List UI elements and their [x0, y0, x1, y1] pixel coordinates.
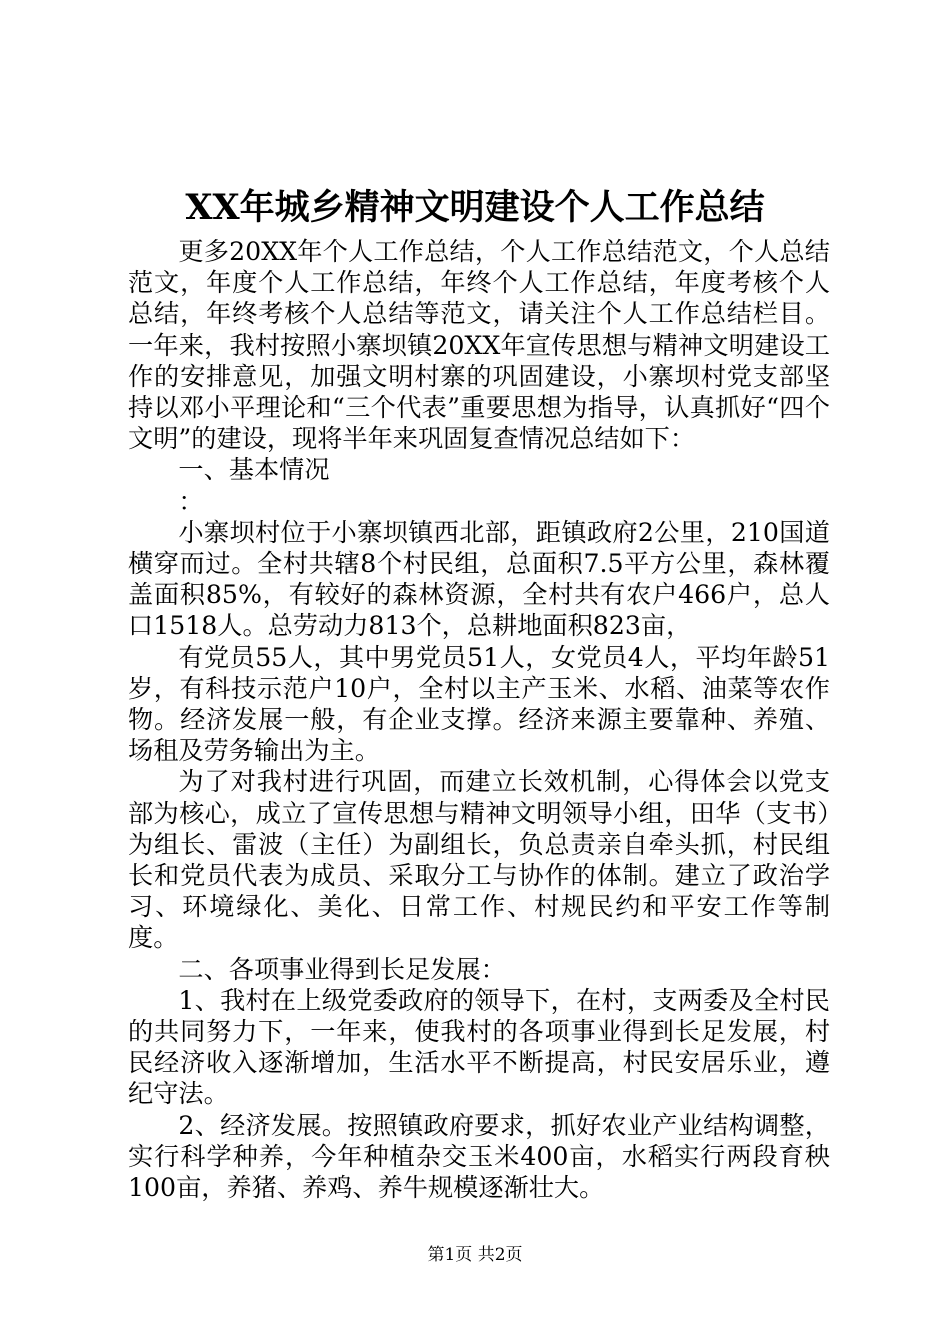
section-heading-development: 二、各项事业得到长足发展：: [178, 954, 506, 984]
document-title: XX年城乡精神文明建设个人工作总结: [185, 187, 765, 228]
paragraph-intro: 更多20XX年个人工作总结，个人工作总结范文，个人总结范文，年度个人工作总结，年终个人工作总结，年度考核个人总结，年终考核个人总结等范文，请关注个人工作总结栏目。一年来，我村按照小寨坝镇20XX年宣传思想与精神文明建设工作的安排意见，加强文明村寨的巩固建设，小寨坝村党支部坚持以邓小平理论和“三个代表”重要思想为指导，认真抓好“四个文明”的建设，现将半年来巩固复查情况总结如下：: [128, 237, 830, 454]
paragraph-party-members: 有党员55人，其中男党员51人，女党员4人，平均年龄51岁，有科技示范户10户，全村以主产玉米、水稻、油菜等农作物。经济发展一般，有企业支撑。经济来源主要靠种、养殖、场租及劳务输出为主。: [128, 642, 830, 766]
paragraph-colon: ：: [178, 486, 204, 516]
paragraph-village-overview: 小寨坝村位于小寨坝镇西北部，距镇政府2公里，210国道横穿而过。全村共辖8个村民组，总面积7.5平方公里，森林覆盖面积85%，有较好的森林资源，全村共有农户466户，总人口1518人。总劳动力813个，总耕地面积823亩，: [128, 517, 830, 641]
paragraph-item-2: 2、经济发展。按照镇政府要求，抓好农业产业结构调整，实行科学种养，今年种植杂交玉米400亩，水稻实行两段育秧100亩，养猪、养鸡、养牛规模逐渐壮大。: [128, 1110, 830, 1203]
section-heading-basic-info: 一、基本情况: [178, 455, 330, 485]
paragraph-mechanism: 为了对我村进行巩固，而建立长效机制，心得体会以党支部为核心，成立了宣传思想与精神文明领导小组，田华（支书）为组长、雷波（主任）为副组长，负总责亲自牵头抓，村民组长和党员代表为成员、采取分工与协作的体制。建立了政治学习、环境绿化、美化、日常工作、村规民约和平安工作等制度。: [128, 767, 830, 953]
document-body: [128, 236, 830, 1203]
page-footer: 第1页 共2页: [427, 1245, 523, 1265]
paragraph-item-1: 1、我村在上级党委政府的领导下，在村，支两委及全村民的共同努力下，一年来，使我村的各项事业得到长足发展，村民经济收入逐渐增加，生活水平不断提高，村民安居乐业，遵纪守法。: [128, 985, 830, 1109]
